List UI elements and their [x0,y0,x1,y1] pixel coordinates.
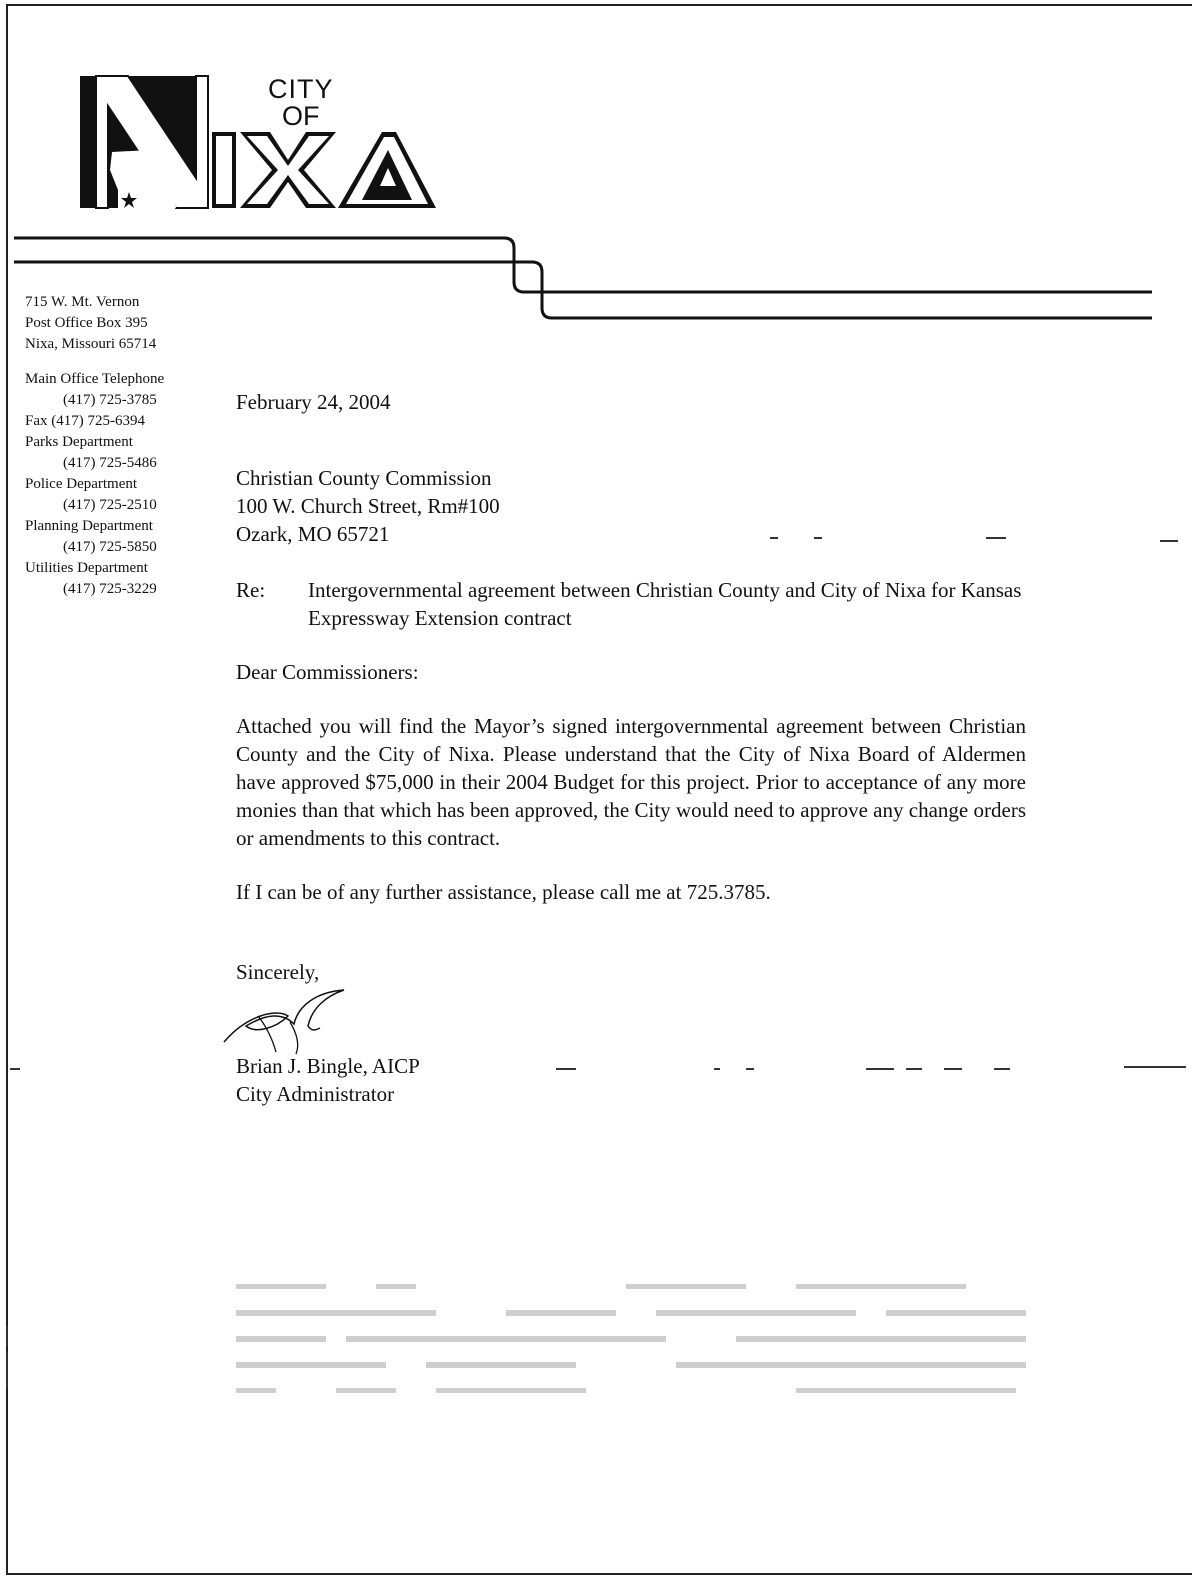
scan-mark [1124,1066,1186,1068]
scan-mark [10,1068,20,1070]
handwritten-signature [216,986,396,1056]
scan-mark [556,1068,576,1070]
city-logo [0,0,1200,340]
scan-mark [814,537,822,539]
scan-mark [6,1326,8,1346]
contact-label: Police Department [25,476,138,492]
recipient-line: Christian County Commission [236,466,492,490]
logo-of-text: OF [282,101,320,131]
scan-mark [994,1068,1010,1070]
signer-title: City Administrator [236,1082,395,1106]
letterhead-graphic [0,0,1200,340]
scan-mark [906,1068,922,1070]
contact-number: (417) 725-3229 [63,581,157,597]
closing-paragraph: If I can be of any further assistance, please call me at 725.3785. [236,880,771,904]
letterhead-line-top [14,238,1152,292]
recipient-line: 100 W. Church Street, Rm#100 [236,494,500,518]
contact-sidebar [25,292,225,600]
body-paragraph: Attached you will find the Mayor’s signed intergovernmental agreement between Christian County and the City of Nixa. Please understand that the City of Nixa Board of Aldermen have approved $75,000 in their 2004 Budget for this project. Prior to acceptance of any more monies than that which has been approved, the City would need to approve any change orders or amendments to this contract. [236,714,1026,850]
recipient-line: Ozark, MO 65721 [236,522,390,546]
contact-label: Fax (417) 725-6394 [25,413,145,429]
logo-city-text: CITY [268,74,334,104]
address-line: Post Office Box 395 [25,315,148,331]
subject-line [236,576,1026,632]
sign-off: Sincerely, [236,960,320,984]
scan-mark [6,1352,8,1388]
scan-mark [866,1068,894,1070]
letter-date: February 24, 2004 [236,390,391,414]
contact-label: Parks Department [25,434,133,450]
salutation: Dear Commissioners: [236,660,419,684]
contact-number: (417) 725-3785 [63,392,157,408]
signature-area [236,986,1026,1052]
re-text: Intergovernmental agreement between Christian County and City of Nixa for Kansas Expressway Extension contract [308,578,1022,630]
contact-number: (417) 725-5850 [63,539,157,555]
scan-mark [714,1068,720,1070]
contact-label: Utilities Department [25,560,148,576]
re-label: Re: [236,578,266,602]
scan-mark [1160,540,1178,542]
address-line: 715 W. Mt. Vernon [25,294,140,310]
scan-mark [770,537,778,539]
signer-name: Brian J. Bingle, AICP [236,1054,420,1078]
scan-mark [986,537,1006,539]
contact-number: (417) 725-5486 [63,455,157,471]
address-line: Nixa, Missouri 65714 [25,336,157,352]
letter-body [236,388,1026,1108]
bleed-through-text [236,1276,1026,1408]
contact-label: Planning Department [25,518,153,534]
contact-number: (417) 725-2510 [63,497,157,513]
scan-mark [746,1068,754,1070]
scan-mark [944,1068,962,1070]
contact-label: Main Office Telephone [25,371,165,387]
